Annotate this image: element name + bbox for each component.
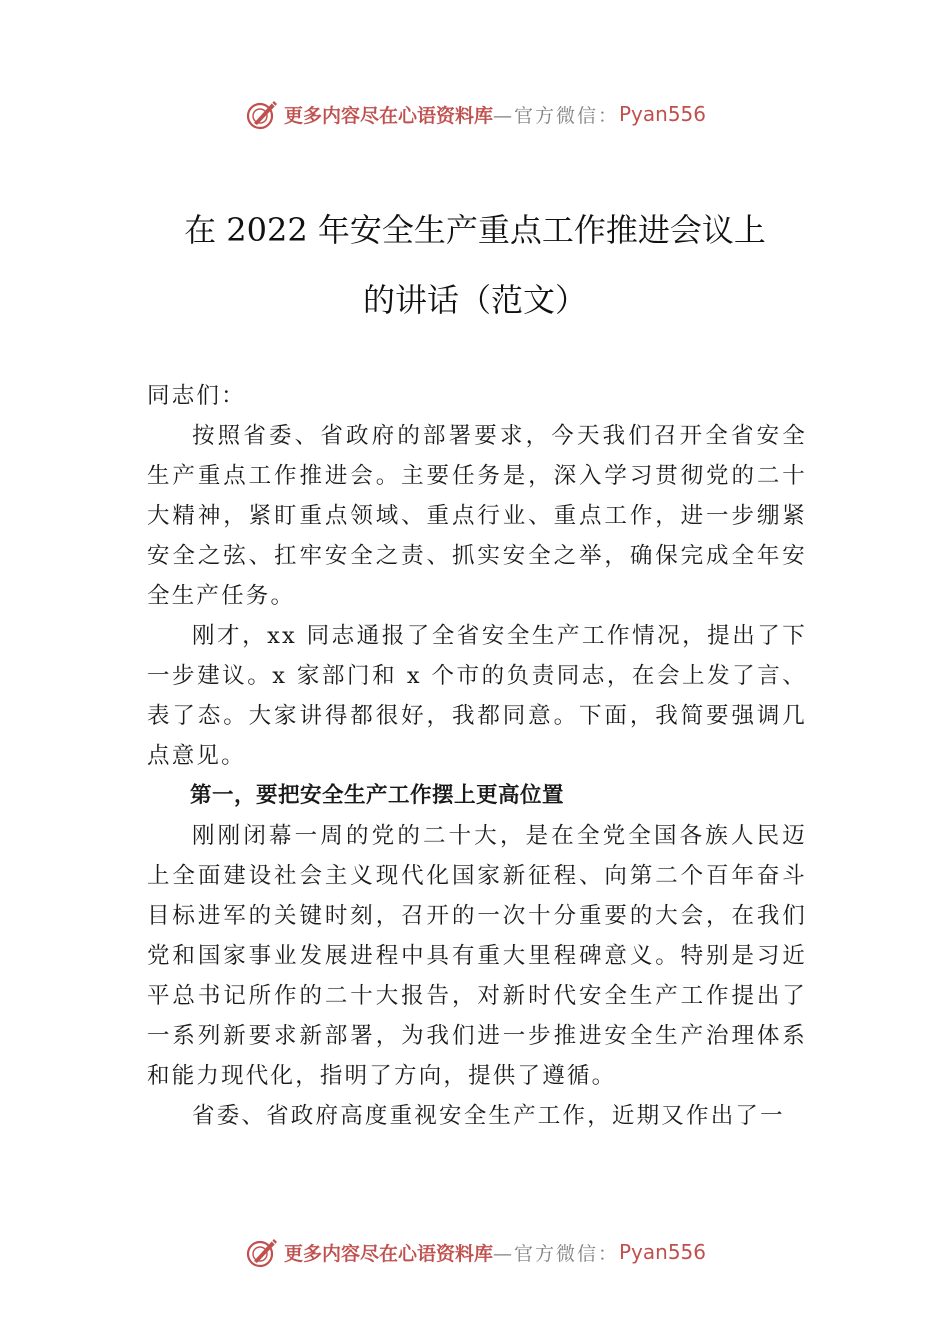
quill-pen-logo-icon xyxy=(244,96,280,132)
paragraph: 省委、省政府高度重视安全生产工作，近期又作出了一 xyxy=(192,1103,785,1129)
footer-banner xyxy=(0,1232,950,1272)
document-title-line-2: 的讲话（范文） xyxy=(362,281,587,319)
paragraph: 刚刚闭幕一周的党的二十大，是在全党全国各族人民迈上全面建设社会主义现代化国家新征程、向第二个百年奋斗目标进军的关键时刻，召开的一次十分重要的大会，在我们党和国家事业发展进程中具有重大里程碑意义。特别是习近平总书记所作的二十大报告，对新时代安全生产工作提出了一系列新要求新部署，为我们进一步推进安全生产治理体系和能力现代化，指明了方向，提供了遵循。 xyxy=(147,823,807,1089)
header-banner xyxy=(0,94,950,134)
document-title-line-1: 在 2022 年安全生产重点工作推进会议上 xyxy=(184,211,766,249)
banner-dash-text: —官方微信： xyxy=(492,1242,619,1265)
section-heading: 第一，要把安全生产工作摆上更高位置 xyxy=(190,783,565,808)
banner-dash-text: —官方微信： xyxy=(492,104,619,127)
banner-wechat-id: Pyan556 xyxy=(619,1240,707,1264)
banner-main-text: 更多内容尽在心语资料库 xyxy=(283,104,493,127)
banner-main-text: 更多内容尽在心语资料库 xyxy=(283,1242,493,1265)
quill-pen-logo-icon xyxy=(244,1234,280,1270)
paragraph: 刚才，xx 同志通报了全省安全生产工作情况，提出了下一步建议。x 家部门和 x 个市的负责同志，在会上发了言、表了态。大家讲得都很好，我都同意。下面，我简要强调几点意见。 xyxy=(147,623,807,769)
banner-wechat-id: Pyan556 xyxy=(619,102,707,126)
salutation: 同志们： xyxy=(147,383,246,409)
paragraph: 按照省委、省政府的部署要求，今天我们召开全省安全生产重点工作推进会。主要任务是，深入学习贯彻党的二十大精神，紧盯重点领域、重点行业、重点工作，进一步绷紧安全之弦、扛牢安全之责、抓实安全之举，确保完成全年安全生产任务。 xyxy=(147,423,807,609)
document-body xyxy=(147,376,807,1136)
